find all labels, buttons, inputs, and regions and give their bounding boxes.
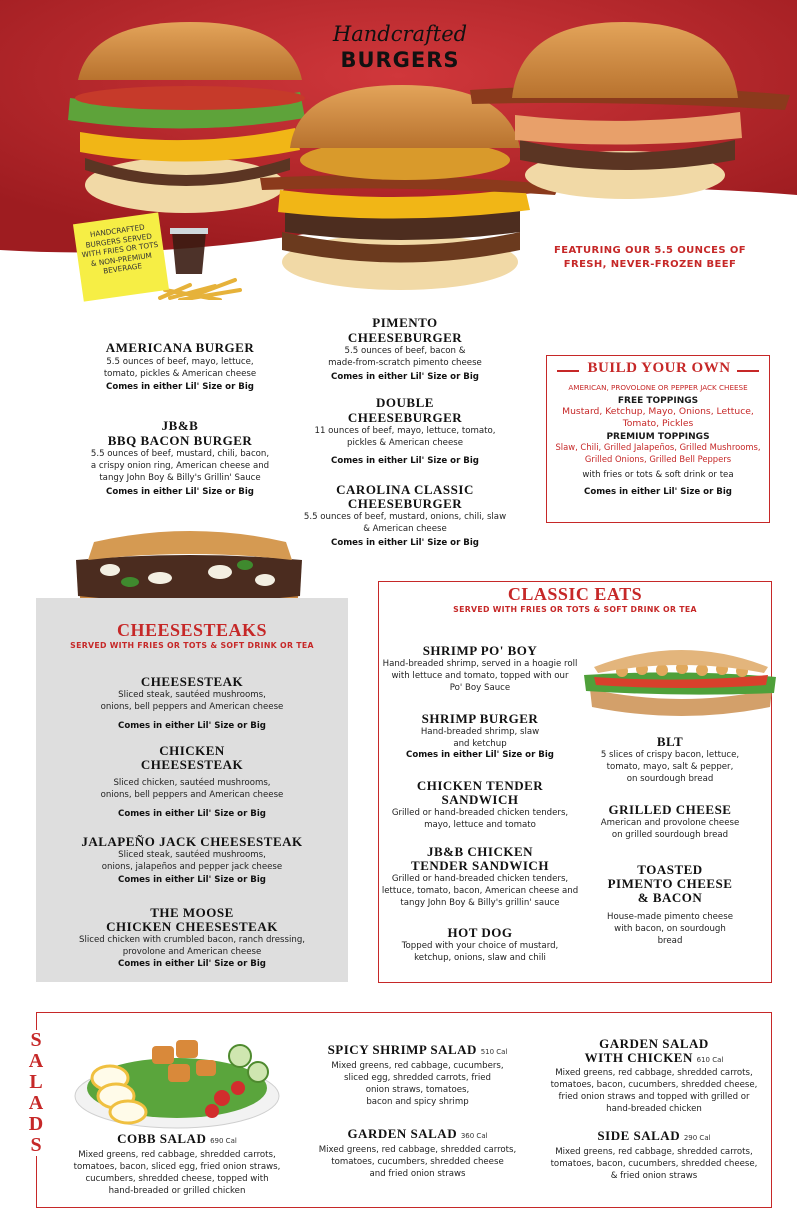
menu-item-chicken-tender-sandwich: CHICKEN TENDER SANDWICH Grilled or hand-breaded chicken tenders, mayo, lettuce and tomato bbox=[391, 778, 569, 830]
item-name: AMERICANA BURGER bbox=[105, 340, 255, 355]
menu-item-side-salad: SIDE SALAD 290 Cal Mixed greens, red cabbage, shredded carrots, tomatoes, bacon, cucumbers, shredded cheese, & fried onion straws bbox=[550, 1128, 758, 1181]
menu-item-the-moose-chicken-cheesesteak: THE MOOSE CHICKEN CHEESESTEAK Sliced chicken with crumbled bacon, ranch dressing, provolone and American cheese Comes in either Lil' Size or Big bbox=[78, 905, 306, 969]
menu-item-grilled-cheese: GRILLED CHEESE American and provolone cheese on grilled sourdough bread bbox=[600, 802, 740, 840]
menu-item-pimento-cheeseburger: PIMENTO CHEESEBURGER 5.5 ounces of beef, bacon & made-from-scratch pimento cheese Comes in either Lil' Size or Big bbox=[328, 315, 482, 382]
menu-item-jbb-chicken-tender-sandwich: JB&B CHICKEN TENDER SANDWICH Grilled or hand-breaded chicken tenders, lettuce, tomato, bacon, American cheese and tangy John Boy & Billy's grillin' sauce bbox=[381, 844, 579, 908]
page-title: BURGERS bbox=[340, 48, 460, 72]
menu-item-garden-salad: GARDEN SALAD 360 Cal Mixed greens, red cabbage, shredded carrots, tomatoes, cucumbers, shredded cheese and fried onion straws bbox=[318, 1126, 517, 1179]
menu-item-garden-salad-with-chicken: GARDEN SALAD WITH CHICKEN 610 Cal Mixed greens, red cabbage, shredded carrots, tomatoes, bacon, cucumbers, shredded cheese, fried onion straws and topped with grilled or hand-breaded chicken bbox=[550, 1036, 758, 1114]
classic-eats-header: CLASSIC EATS SERVED WITH FRIES OR TOTS & SOFT DRINK OR TEA bbox=[378, 584, 772, 614]
menu-item-cobb-salad: COBB SALAD 690 Cal Mixed greens, red cabbage, shredded carrots, tomatoes, bacon, sliced egg, fried onion straws, cucumbers, shredded cheese, topped with hand-breaded or grilled chicken bbox=[73, 1131, 281, 1196]
menu-item-chicken-cheesesteak: CHICKEN CHEESESTEAK Sliced chicken, sautéed mushrooms, onions, bell peppers and American cheese Comes in either Lil' Size or Big bbox=[100, 743, 284, 819]
menu-item-shrimp-burger: SHRIMP BURGER Hand-breaded shrimp, slaw and ketchup Comes in either Lil' Size or Big bbox=[406, 711, 554, 760]
section-title: BUILD YOUR OWN bbox=[587, 360, 731, 376]
shrimp-po-boy-photo bbox=[582, 633, 777, 723]
menu-item-spicy-shrimp-salad: SPICY SHRIMP SALAD 510 Cal Mixed greens, red cabbage, cucumbers, sliced egg, shredded carrots, fried onion straws, tomatoes, bacon and spicy shrimp bbox=[327, 1042, 508, 1107]
title-script: Handcrafted bbox=[332, 22, 468, 46]
menu-item-jbb-bbq-bacon-burger: JB&B BBQ BACON BURGER 5.5 ounces of beef, mustard, chili, bacon, a crispy onion ring, American cheese and tangy John Boy & Billy's Grillin' Sauce Comes in either Lil' Size or Big bbox=[90, 418, 270, 497]
menu-item-double-cheeseburger: DOUBLE CHEESEBURGER 11 ounces of beef, mayo, lettuce, tomato, pickles & American cheese Comes in either Lil' Size or Big bbox=[314, 395, 496, 466]
combo-badge: HANDCRAFTED BURGERS SERVED WITH FRIES OR TOTS & NON-PREMIUM BEVERAGE bbox=[73, 212, 169, 301]
menu-item-blt: BLT 5 slices of crispy bacon, lettuce, tomato, mayo, salt & pepper, on sourdough bread bbox=[600, 734, 740, 784]
menu-item-shrimp-po-boy: SHRIMP PO' BOY Hand-breaded shrimp, served in a hoagie roll with lettuce and tomato, topped with our Po' Boy Sauce bbox=[382, 643, 578, 693]
section-title: CLASSIC EATS bbox=[507, 584, 643, 604]
menu-item-americana-burger: AMERICANA BURGER 5.5 ounces of beef, mayo, lettuce, tomato, pickles & American cheese Comes in either Lil' Size or Big bbox=[70, 340, 290, 392]
menu-item-jalapeno-jack-cheesesteak: JALAPEÑO JACK CHEESESTEAK Sliced steak, sautéed mushrooms, onions, jalapeños and pepper jack cheese Comes in either Lil' Size or Big bbox=[81, 834, 303, 885]
menu-item-carolina-classic-cheeseburger: CAROLINA CLASSIC CHEESEBURGER 5.5 ounces of beef, mustard, onions, chili, slaw & American cheese Comes in either Lil' Size or Big bbox=[303, 482, 507, 548]
salads-vertical-label: S A L A D S bbox=[22, 1030, 50, 1156]
cheesesteaks-section: CHEESESTEAKS SERVED WITH FRIES OR TOTS & SOFT DRINK OR TEA bbox=[36, 620, 348, 650]
menu-item-toasted-pimento-cheese-bacon: TOASTED PIMENTO CHEESE & BACON House-made pimento cheese with bacon, on sourdough bread bbox=[607, 862, 733, 946]
featuring-tagline: FEATURING OUR 5.5 OUNCES OF FRESH, NEVER-FROZEN BEEF bbox=[553, 245, 747, 270]
cobb-salad-photo bbox=[72, 1016, 282, 1132]
menu-item-cheesesteak: CHEESESTEAK Sliced steak, sautéed mushrooms, onions, bell peppers and American cheese Comes in either Lil' Size or Big bbox=[100, 674, 284, 731]
build-your-own-box: BUILD YOUR OWN AMERICAN, PROVOLONE OR PEPPER JACK CHEESE FREE TOPPINGS Mustard, Ketchup, Mayo, Onions, Lettuce, Tomato, Pickles PREMIUM TOPPINGS Slaw, Chili, Grilled Jalapeños, Grilled Mushrooms, Grilled Onions, Grilled Bell Peppers with fries or tots & soft drink or tea Comes in either Lil' Size or Big bbox=[546, 355, 770, 523]
section-title: CHEESESTEAKS bbox=[116, 620, 268, 640]
menu-item-hot-dog: HOT DOG Topped with your choice of mustard, ketchup, onions, slaw and chili bbox=[401, 925, 559, 963]
